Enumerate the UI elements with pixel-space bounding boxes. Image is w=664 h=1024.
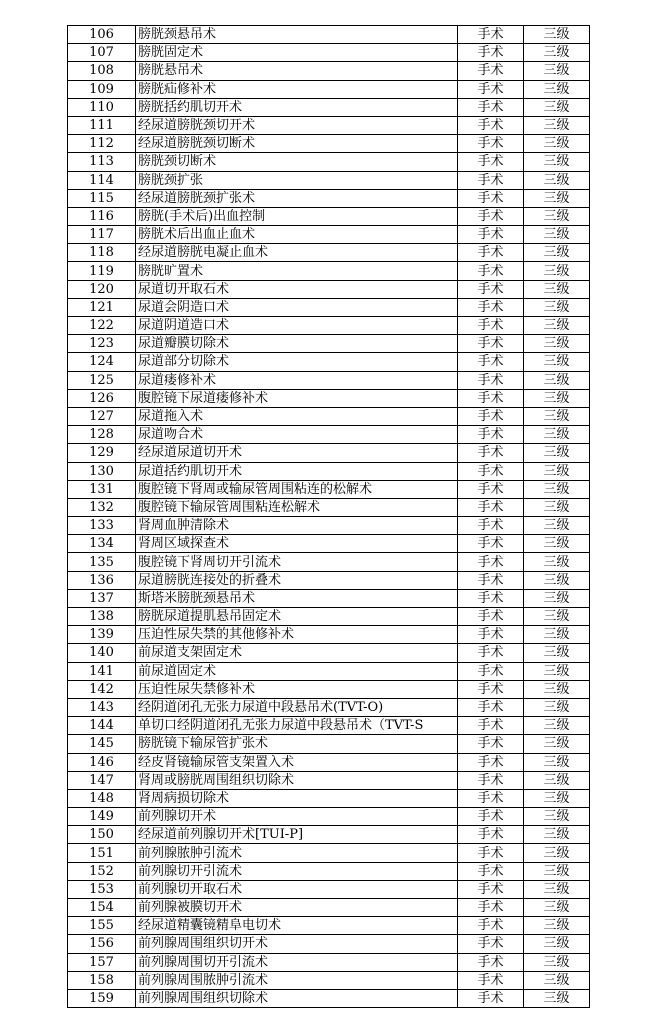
category-cell: 手术 bbox=[458, 62, 524, 80]
procedure-name-cell: 前列腺切开引流术 bbox=[136, 862, 458, 880]
grade-cell: 三级 bbox=[524, 335, 590, 353]
category-cell: 手术 bbox=[458, 880, 524, 898]
table-row bbox=[68, 553, 590, 571]
category-cell: 手术 bbox=[458, 935, 524, 953]
procedure-name-cell: 肾周区域探查术 bbox=[136, 535, 458, 553]
row-number-cell: 149 bbox=[68, 808, 136, 826]
procedure-name-cell: 压迫性尿失禁的其他修补术 bbox=[136, 626, 458, 644]
table-row bbox=[68, 498, 590, 516]
category-cell: 手术 bbox=[458, 626, 524, 644]
grade-cell: 三级 bbox=[524, 353, 590, 371]
grade-cell: 三级 bbox=[524, 717, 590, 735]
table-row bbox=[68, 680, 590, 698]
category-cell: 手术 bbox=[458, 335, 524, 353]
category-cell: 手术 bbox=[458, 480, 524, 498]
table-row bbox=[68, 135, 590, 153]
grade-cell: 三级 bbox=[524, 808, 590, 826]
row-number-cell: 154 bbox=[68, 899, 136, 917]
procedure-name-cell: 腹腔镜下输尿管周围粘连松解术 bbox=[136, 498, 458, 516]
category-cell: 手术 bbox=[458, 135, 524, 153]
grade-cell: 三级 bbox=[524, 698, 590, 716]
grade-cell: 三级 bbox=[524, 480, 590, 498]
table-row bbox=[68, 899, 590, 917]
procedure-name-cell: 前列腺周围组织切除术 bbox=[136, 989, 458, 1007]
table-row bbox=[68, 189, 590, 207]
table-row bbox=[68, 444, 590, 462]
row-number-cell: 108 bbox=[68, 62, 136, 80]
table-row bbox=[68, 244, 590, 262]
category-cell: 手术 bbox=[458, 280, 524, 298]
table-row bbox=[68, 644, 590, 662]
table-row bbox=[68, 717, 590, 735]
table-row bbox=[68, 26, 590, 44]
table-row bbox=[68, 371, 590, 389]
table-row bbox=[68, 935, 590, 953]
row-number-cell: 130 bbox=[68, 462, 136, 480]
grade-cell: 三级 bbox=[524, 989, 590, 1007]
grade-cell: 三级 bbox=[524, 953, 590, 971]
table-row bbox=[68, 571, 590, 589]
grade-cell: 三级 bbox=[524, 535, 590, 553]
category-cell: 手术 bbox=[458, 371, 524, 389]
procedure-name-cell: 经阴道闭孔无张力尿道中段悬吊术(TVT-O) bbox=[136, 698, 458, 716]
procedure-name-cell: 经尿道膀胱颈扩张术 bbox=[136, 189, 458, 207]
category-cell: 手术 bbox=[458, 462, 524, 480]
category-cell: 手术 bbox=[458, 498, 524, 516]
row-number-cell: 151 bbox=[68, 844, 136, 862]
row-number-cell: 117 bbox=[68, 226, 136, 244]
category-cell: 手术 bbox=[458, 608, 524, 626]
procedure-name-cell: 膀胱颈扩张 bbox=[136, 171, 458, 189]
grade-cell: 三级 bbox=[524, 98, 590, 116]
table-row bbox=[68, 735, 590, 753]
table-row bbox=[68, 953, 590, 971]
category-cell: 手术 bbox=[458, 989, 524, 1007]
category-cell: 手术 bbox=[458, 407, 524, 425]
row-number-cell: 123 bbox=[68, 335, 136, 353]
table-row bbox=[68, 753, 590, 771]
grade-cell: 三级 bbox=[524, 153, 590, 171]
procedure-name-cell: 尿道括约肌切开术 bbox=[136, 462, 458, 480]
category-cell: 手术 bbox=[458, 298, 524, 316]
row-number-cell: 145 bbox=[68, 735, 136, 753]
procedure-name-cell: 膀胱括约肌切开术 bbox=[136, 98, 458, 116]
grade-cell: 三级 bbox=[524, 826, 590, 844]
procedure-name-cell: 前列腺脓肿引流术 bbox=[136, 844, 458, 862]
row-number-cell: 153 bbox=[68, 880, 136, 898]
grade-cell: 三级 bbox=[524, 171, 590, 189]
table-row bbox=[68, 989, 590, 1007]
grade-cell: 三级 bbox=[524, 880, 590, 898]
grade-cell: 三级 bbox=[524, 80, 590, 98]
category-cell: 手术 bbox=[458, 426, 524, 444]
category-cell: 手术 bbox=[458, 353, 524, 371]
procedure-name-cell: 尿道膀胱连接处的折叠术 bbox=[136, 571, 458, 589]
procedure-name-cell: 经尿道尿道切开术 bbox=[136, 444, 458, 462]
category-cell: 手术 bbox=[458, 644, 524, 662]
procedure-name-cell: 经尿道膀胱电凝止血术 bbox=[136, 244, 458, 262]
grade-cell: 三级 bbox=[524, 426, 590, 444]
table-row bbox=[68, 280, 590, 298]
procedure-name-cell: 尿道瘘修补术 bbox=[136, 371, 458, 389]
procedure-name-cell: 经尿道精囊镜精阜电切术 bbox=[136, 917, 458, 935]
category-cell: 手术 bbox=[458, 116, 524, 134]
row-number-cell: 138 bbox=[68, 608, 136, 626]
row-number-cell: 158 bbox=[68, 971, 136, 989]
procedure-name-cell: 尿道部分切除术 bbox=[136, 353, 458, 371]
row-number-cell: 150 bbox=[68, 826, 136, 844]
row-number-cell: 131 bbox=[68, 480, 136, 498]
table-row bbox=[68, 353, 590, 371]
row-number-cell: 155 bbox=[68, 917, 136, 935]
row-number-cell: 124 bbox=[68, 353, 136, 371]
table-row bbox=[68, 826, 590, 844]
grade-cell: 三级 bbox=[524, 389, 590, 407]
table-row bbox=[68, 808, 590, 826]
procedure-name-cell: 经尿道膀胱颈切开术 bbox=[136, 116, 458, 134]
table-row bbox=[68, 789, 590, 807]
grade-cell: 三级 bbox=[524, 917, 590, 935]
table-row bbox=[68, 535, 590, 553]
grade-cell: 三级 bbox=[524, 244, 590, 262]
category-cell: 手术 bbox=[458, 153, 524, 171]
category-cell: 手术 bbox=[458, 571, 524, 589]
category-cell: 手术 bbox=[458, 717, 524, 735]
category-cell: 手术 bbox=[458, 753, 524, 771]
procedure-name-cell: 肾周血肿清除术 bbox=[136, 517, 458, 535]
category-cell: 手术 bbox=[458, 953, 524, 971]
category-cell: 手术 bbox=[458, 971, 524, 989]
procedure-name-cell: 膀胱旷置术 bbox=[136, 262, 458, 280]
category-cell: 手术 bbox=[458, 44, 524, 62]
category-cell: 手术 bbox=[458, 589, 524, 607]
procedure-name-cell: 膀胱颈悬吊术 bbox=[136, 26, 458, 44]
row-number-cell: 159 bbox=[68, 989, 136, 1007]
category-cell: 手术 bbox=[458, 80, 524, 98]
row-number-cell: 111 bbox=[68, 116, 136, 134]
category-cell: 手术 bbox=[458, 262, 524, 280]
table-row bbox=[68, 116, 590, 134]
row-number-cell: 142 bbox=[68, 680, 136, 698]
row-number-cell: 113 bbox=[68, 153, 136, 171]
row-number-cell: 129 bbox=[68, 444, 136, 462]
procedure-name-cell: 经皮肾镜输尿管支架置入术 bbox=[136, 753, 458, 771]
table-row bbox=[68, 44, 590, 62]
grade-cell: 三级 bbox=[524, 135, 590, 153]
grade-cell: 三级 bbox=[524, 680, 590, 698]
grade-cell: 三级 bbox=[524, 371, 590, 389]
table-row bbox=[68, 862, 590, 880]
row-number-cell: 152 bbox=[68, 862, 136, 880]
table-row bbox=[68, 880, 590, 898]
table-row bbox=[68, 844, 590, 862]
procedure-name-cell: 腹腔镜下尿道瘘修补术 bbox=[136, 389, 458, 407]
grade-cell: 三级 bbox=[524, 862, 590, 880]
category-cell: 手术 bbox=[458, 317, 524, 335]
table-row bbox=[68, 426, 590, 444]
category-cell: 手术 bbox=[458, 771, 524, 789]
table-row bbox=[68, 698, 590, 716]
row-number-cell: 146 bbox=[68, 753, 136, 771]
procedure-name-cell: 前列腺切开术 bbox=[136, 808, 458, 826]
row-number-cell: 106 bbox=[68, 26, 136, 44]
category-cell: 手术 bbox=[458, 862, 524, 880]
category-cell: 手术 bbox=[458, 244, 524, 262]
procedure-name-cell: 前尿道支架固定术 bbox=[136, 644, 458, 662]
row-number-cell: 135 bbox=[68, 553, 136, 571]
grade-cell: 三级 bbox=[524, 226, 590, 244]
procedure-name-cell: 膀胱术后出血止血术 bbox=[136, 226, 458, 244]
procedure-name-cell: 膀胱颈切断术 bbox=[136, 153, 458, 171]
grade-cell: 三级 bbox=[524, 735, 590, 753]
category-cell: 手术 bbox=[458, 735, 524, 753]
row-number-cell: 122 bbox=[68, 317, 136, 335]
grade-cell: 三级 bbox=[524, 644, 590, 662]
category-cell: 手术 bbox=[458, 207, 524, 225]
row-number-cell: 119 bbox=[68, 262, 136, 280]
table-row bbox=[68, 589, 590, 607]
grade-cell: 三级 bbox=[524, 935, 590, 953]
row-number-cell: 141 bbox=[68, 662, 136, 680]
procedure-name-cell: 尿道会阴造口术 bbox=[136, 298, 458, 316]
category-cell: 手术 bbox=[458, 553, 524, 571]
grade-cell: 三级 bbox=[524, 771, 590, 789]
grade-cell: 三级 bbox=[524, 26, 590, 44]
procedure-name-cell: 经尿道膀胱颈切断术 bbox=[136, 135, 458, 153]
procedure-name-cell: 压迫性尿失禁修补术 bbox=[136, 680, 458, 698]
category-cell: 手术 bbox=[458, 389, 524, 407]
table-row bbox=[68, 98, 590, 116]
row-number-cell: 110 bbox=[68, 98, 136, 116]
row-number-cell: 114 bbox=[68, 171, 136, 189]
category-cell: 手术 bbox=[458, 26, 524, 44]
grade-cell: 三级 bbox=[524, 517, 590, 535]
table-row bbox=[68, 917, 590, 935]
procedure-name-cell: 尿道切开取石术 bbox=[136, 280, 458, 298]
procedure-name-cell: 前列腺周围组织切开术 bbox=[136, 935, 458, 953]
table-row bbox=[68, 80, 590, 98]
category-cell: 手术 bbox=[458, 917, 524, 935]
grade-cell: 三级 bbox=[524, 62, 590, 80]
grade-cell: 三级 bbox=[524, 753, 590, 771]
table-row bbox=[68, 462, 590, 480]
grade-cell: 三级 bbox=[524, 789, 590, 807]
row-number-cell: 139 bbox=[68, 626, 136, 644]
grade-cell: 三级 bbox=[524, 844, 590, 862]
row-number-cell: 136 bbox=[68, 571, 136, 589]
table-row bbox=[68, 662, 590, 680]
row-number-cell: 115 bbox=[68, 189, 136, 207]
category-cell: 手术 bbox=[458, 98, 524, 116]
category-cell: 手术 bbox=[458, 680, 524, 698]
procedure-name-cell: 单切口经阴道闭孔无张力尿道中段悬吊术（TVT-S bbox=[136, 717, 458, 735]
category-cell: 手术 bbox=[458, 189, 524, 207]
row-number-cell: 128 bbox=[68, 426, 136, 444]
procedure-name-cell: 膀胱疝修补术 bbox=[136, 80, 458, 98]
category-cell: 手术 bbox=[458, 226, 524, 244]
table-row bbox=[68, 262, 590, 280]
table-row bbox=[68, 626, 590, 644]
row-number-cell: 121 bbox=[68, 298, 136, 316]
table-row bbox=[68, 317, 590, 335]
table-row bbox=[68, 62, 590, 80]
procedure-table bbox=[67, 25, 590, 1008]
procedure-name-cell: 肾周病损切除术 bbox=[136, 789, 458, 807]
grade-cell: 三级 bbox=[524, 207, 590, 225]
category-cell: 手术 bbox=[458, 171, 524, 189]
table-row bbox=[68, 298, 590, 316]
table-row bbox=[68, 207, 590, 225]
grade-cell: 三级 bbox=[524, 189, 590, 207]
row-number-cell: 118 bbox=[68, 244, 136, 262]
grade-cell: 三级 bbox=[524, 626, 590, 644]
grade-cell: 三级 bbox=[524, 280, 590, 298]
row-number-cell: 107 bbox=[68, 44, 136, 62]
grade-cell: 三级 bbox=[524, 444, 590, 462]
procedure-name-cell: 膀胱尿道提肌悬吊固定术 bbox=[136, 608, 458, 626]
row-number-cell: 147 bbox=[68, 771, 136, 789]
grade-cell: 三级 bbox=[524, 971, 590, 989]
table-row bbox=[68, 153, 590, 171]
table-row bbox=[68, 608, 590, 626]
row-number-cell: 148 bbox=[68, 789, 136, 807]
row-number-cell: 156 bbox=[68, 935, 136, 953]
category-cell: 手术 bbox=[458, 698, 524, 716]
category-cell: 手术 bbox=[458, 789, 524, 807]
category-cell: 手术 bbox=[458, 808, 524, 826]
table-row bbox=[68, 407, 590, 425]
procedure-name-cell: 前尿道固定术 bbox=[136, 662, 458, 680]
row-number-cell: 126 bbox=[68, 389, 136, 407]
row-number-cell: 134 bbox=[68, 535, 136, 553]
procedure-name-cell: 前列腺周围脓肿引流术 bbox=[136, 971, 458, 989]
row-number-cell: 127 bbox=[68, 407, 136, 425]
procedure-name-cell: 膀胱悬吊术 bbox=[136, 62, 458, 80]
grade-cell: 三级 bbox=[524, 553, 590, 571]
grade-cell: 三级 bbox=[524, 116, 590, 134]
category-cell: 手术 bbox=[458, 517, 524, 535]
row-number-cell: 157 bbox=[68, 953, 136, 971]
grade-cell: 三级 bbox=[524, 498, 590, 516]
procedure-name-cell: 前列腺被膜切开术 bbox=[136, 899, 458, 917]
table-row bbox=[68, 771, 590, 789]
category-cell: 手术 bbox=[458, 444, 524, 462]
grade-cell: 三级 bbox=[524, 608, 590, 626]
grade-cell: 三级 bbox=[524, 899, 590, 917]
table-row bbox=[68, 971, 590, 989]
row-number-cell: 109 bbox=[68, 80, 136, 98]
procedure-name-cell: 膀胱镜下输尿管扩张术 bbox=[136, 735, 458, 753]
row-number-cell: 137 bbox=[68, 589, 136, 607]
row-number-cell: 112 bbox=[68, 135, 136, 153]
procedure-name-cell: 尿道瓣膜切除术 bbox=[136, 335, 458, 353]
row-number-cell: 144 bbox=[68, 717, 136, 735]
grade-cell: 三级 bbox=[524, 407, 590, 425]
procedure-name-cell: 腹腔镜下肾周切开引流术 bbox=[136, 553, 458, 571]
grade-cell: 三级 bbox=[524, 571, 590, 589]
procedure-name-cell: 前列腺切开取石术 bbox=[136, 880, 458, 898]
grade-cell: 三级 bbox=[524, 317, 590, 335]
category-cell: 手术 bbox=[458, 826, 524, 844]
procedure-name-cell: 膀胱固定术 bbox=[136, 44, 458, 62]
grade-cell: 三级 bbox=[524, 462, 590, 480]
procedure-name-cell: 尿道吻合术 bbox=[136, 426, 458, 444]
category-cell: 手术 bbox=[458, 662, 524, 680]
row-number-cell: 116 bbox=[68, 207, 136, 225]
table-row bbox=[68, 480, 590, 498]
procedure-name-cell: 斯塔米膀胱颈悬吊术 bbox=[136, 589, 458, 607]
row-number-cell: 140 bbox=[68, 644, 136, 662]
procedure-name-cell: 肾周或膀胱周围组织切除术 bbox=[136, 771, 458, 789]
row-number-cell: 132 bbox=[68, 498, 136, 516]
procedure-name-cell: 尿道阴道造口术 bbox=[136, 317, 458, 335]
row-number-cell: 120 bbox=[68, 280, 136, 298]
table-row bbox=[68, 226, 590, 244]
table-row bbox=[68, 171, 590, 189]
table-body bbox=[68, 26, 590, 1008]
category-cell: 手术 bbox=[458, 844, 524, 862]
procedure-name-cell: 尿道拖入术 bbox=[136, 407, 458, 425]
row-number-cell: 143 bbox=[68, 698, 136, 716]
procedure-name-cell: 腹腔镜下肾周或输尿管周围粘连的松解术 bbox=[136, 480, 458, 498]
table-row bbox=[68, 335, 590, 353]
grade-cell: 三级 bbox=[524, 262, 590, 280]
procedure-name-cell: 经尿道前列腺切开术[TUI-P] bbox=[136, 826, 458, 844]
procedure-name-cell: 膀胱(手术后)出血控制 bbox=[136, 207, 458, 225]
grade-cell: 三级 bbox=[524, 298, 590, 316]
table-row bbox=[68, 517, 590, 535]
table-row bbox=[68, 389, 590, 407]
category-cell: 手术 bbox=[458, 899, 524, 917]
procedure-name-cell: 前列腺周围切开引流术 bbox=[136, 953, 458, 971]
grade-cell: 三级 bbox=[524, 589, 590, 607]
grade-cell: 三级 bbox=[524, 662, 590, 680]
row-number-cell: 125 bbox=[68, 371, 136, 389]
grade-cell: 三级 bbox=[524, 44, 590, 62]
category-cell: 手术 bbox=[458, 535, 524, 553]
row-number-cell: 133 bbox=[68, 517, 136, 535]
